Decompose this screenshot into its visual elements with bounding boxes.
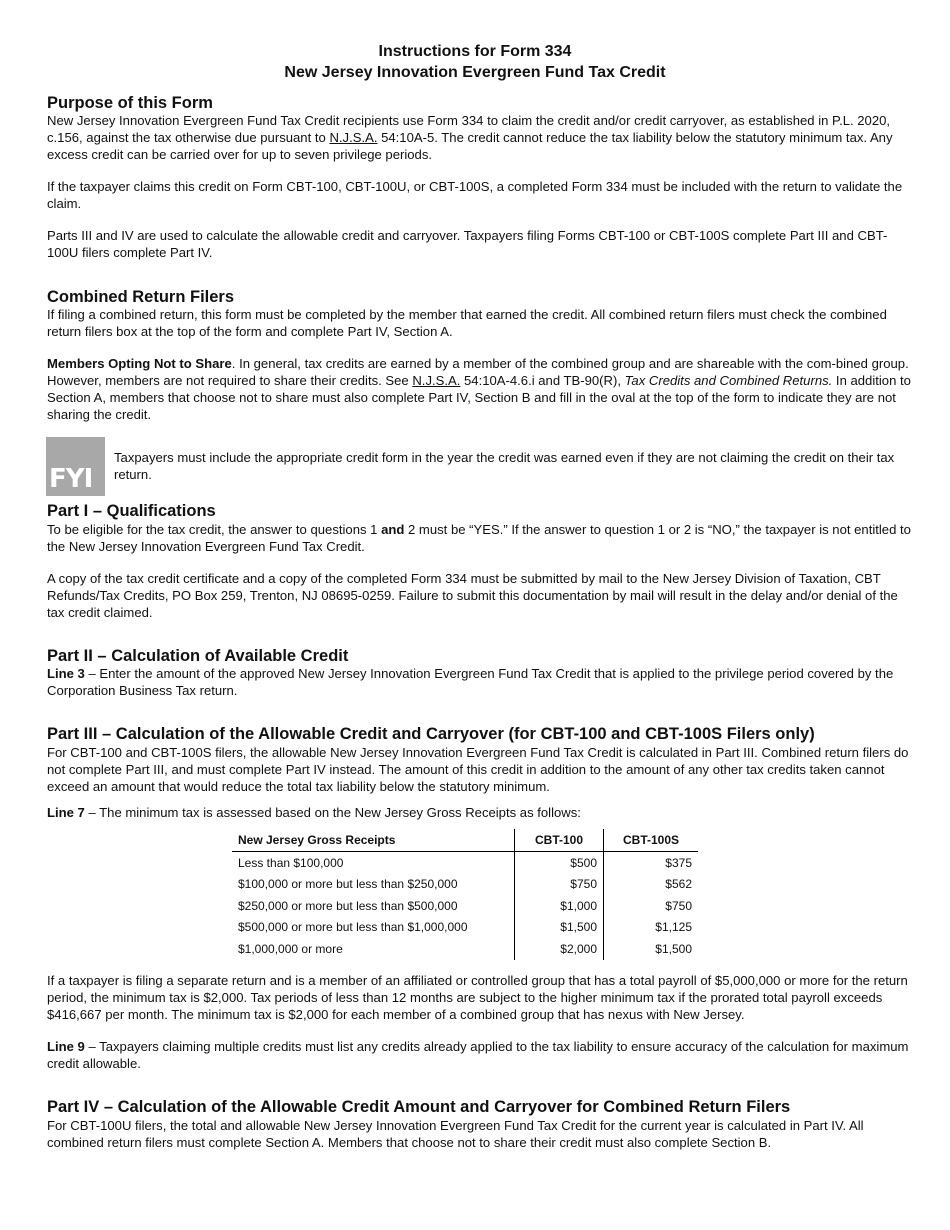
purpose-paragraph-3: Parts III and IV are used to calculate the allowable credit and carryover. Taxpayers filing Forms CBT-100 or CBT-100S complete Part III and CBT-100U filers complete Part IV.	[47, 228, 888, 260]
part3-line7: Line 7 – The minimum tax is assessed based on the New Jersey Gross Receipts as follows:	[47, 805, 581, 820]
part2-line3: Line 3 – Enter the amount of the approved New Jersey Innovation Evergreen Fund Tax Credit that is applied to the privilege period covered by the Corporation Business Tax return.	[47, 666, 894, 698]
fyi-note: Taxpayers must include the appropriate credit form in the year the credit was earned even if they are not claiming the credit on their tax return.	[114, 450, 895, 482]
part1-heading: Part I – Qualifications	[47, 502, 216, 520]
part2-heading: Part II – Calculation of Available Credit	[47, 647, 349, 665]
combined-paragraph-1: If filing a combined return, this form must be completed by the member that earned the credit. All combined return filers must check the combined return filers box at the top of the form and complete Part IV, Section A.	[47, 307, 887, 339]
part3-line9: Line 9 – Taxpayers claiming multiple credits must list any credits already applied to the tax liability to ensure accuracy of the calculation for maximum credit allowable.	[47, 1039, 909, 1071]
column-header-cbt100: CBT-100	[515, 829, 604, 852]
table-row: $500,000 or more but less than $1,000,000 $1,500 $1,125	[232, 917, 698, 939]
part1-paragraph-2: A copy of the tax credit certificate and a copy of the completed Form 334 must be submitted by mail to the New Jersey Division of Taxation, CBT Refunds/Tax Credits, PO Box 259, Trenton, NJ 08695-0259. Failure to submit this documentation by mail will result in the delay and/or denial of the tax credit claimed.	[47, 571, 898, 620]
purpose-paragraph-1: New Jersey Innovation Evergreen Fund Tax Credit recipients use Form 334 to claim the credit and/or credit carryover, as established in P.L. 2020, c.156, against the tax otherwise due pursuant to N.J.S.A. 54:10A-5. The credit cannot reduce the tax liability below the statutory minimum tax. Any excess credit can be carried over for up to seven privilege periods.	[47, 113, 893, 162]
document-subtitle: New Jersey Innovation Evergreen Fund Tax Credit	[284, 64, 666, 81]
part4-heading: Part IV – Calculation of the Allowable Credit Amount and Carryover for Combined Return Filers	[47, 1098, 791, 1116]
table-row: $100,000 or more but less than $250,000 $750 $562	[232, 874, 698, 896]
njsa-reference: N.J.S.A.	[329, 130, 378, 145]
njsa-reference: N.J.S.A.	[412, 373, 461, 388]
table-row: $1,000,000 or more $2,000 $1,500	[232, 938, 698, 960]
table-row: $250,000 or more but less than $500,000 $1,000 $750	[232, 895, 698, 917]
part3-heading: Part III – Calculation of the Allowable Credit and Carryover (for CBT-100 and CBT-100S Filers only)	[47, 725, 815, 743]
part3-paragraph-1: For CBT-100 and CBT-100S filers, the allowable New Jersey Innovation Evergreen Fund Tax Credit is calculated in Part III. Combined return filers do not complete Part III, and must complete Part IV instead. The amount of this credit in addition to the amount of any other tax credits taken cannot exceed an amount that would reduce the total tax liability below the statutory minimum.	[47, 745, 909, 794]
minimum-tax-table	[232, 829, 698, 960]
column-header-cbt100s: CBT-100S	[604, 829, 699, 852]
purpose-heading: Purpose of this Form	[47, 94, 213, 112]
table-header-row	[232, 829, 698, 852]
combined-paragraph-2: Members Opting Not to Share. In general, tax credits are earned by a member of the combined group and are shareable with the com-bined group. However, members are not required to share their credits. See N.J.S.A. 54:10A-4.6.i and TB-90(R), Tax Credits and Combined Returns. In addition to Section A, members that choose not to share must also complete Part IV, Section B and fill in the oval at the top of the form to indicate they are not sharing the credit.	[47, 356, 911, 422]
part3-paragraph-2: If a taxpayer is filing a separate return and is a member of an affiliated or controlled group that has a total payroll of $5,000,000 or more for the return period, the minimum tax is $2,000. Tax periods of less than 12 months are subject to the higher minimum tax if the prorated total payroll exceeds $416,667 per month. The minimum tax is $2,000 for each member of a combined group that has nexus with New Jersey.	[47, 973, 908, 1022]
combined-heading: Combined Return Filers	[47, 288, 235, 306]
table-row: Less than $100,000 $500 $375	[232, 852, 698, 874]
document-title: Instructions for Form 334	[378, 43, 572, 60]
part4-paragraph-1: For CBT-100U filers, the total and allowable New Jersey Innovation Evergreen Fund Tax Credit for the current year is calculated in Part IV. All combined return filers must complete Section A. Members that choose not to share their credit must also complete Section B.	[47, 1118, 864, 1150]
column-header-receipts: New Jersey Gross Receipts	[232, 829, 515, 852]
part1-paragraph-1: To be eligible for the tax credit, the answer to questions 1 and 2 must be “YES.” If the answer to question 1 or 2 is “NO,” the taxpayer is not entitled to the New Jersey Innovation Evergreen Fund Tax Credit.	[47, 522, 911, 554]
purpose-paragraph-2: If the taxpayer claims this credit on Form CBT-100, CBT-100U, or CBT-100S, a completed Form 334 must be included with the return to validate the claim.	[47, 179, 903, 211]
fyi-icon: FYI	[46, 437, 105, 496]
